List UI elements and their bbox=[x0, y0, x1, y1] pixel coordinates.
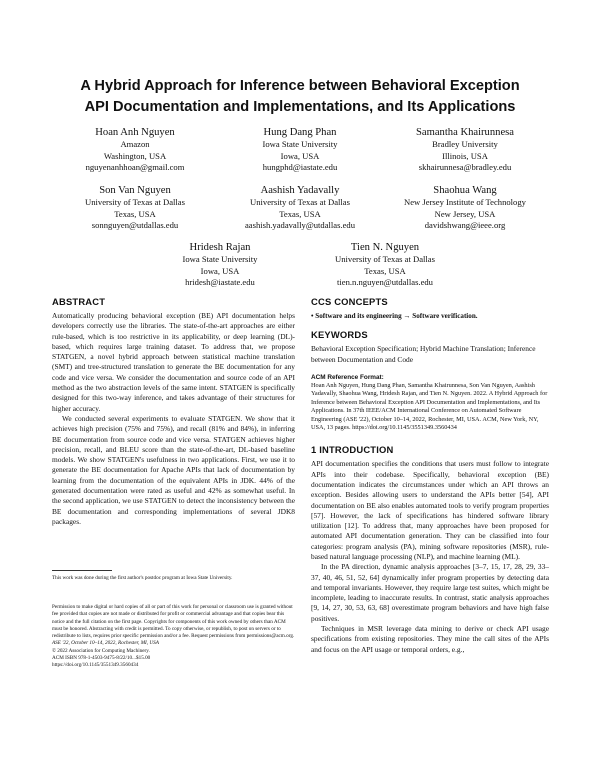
author-block bbox=[305, 241, 465, 289]
abstract-paragraph: We conducted several experiments to evaluate STATGEN. We show that it achieves high precision (75% and 75%), and recall (81% and 84%), in inferring BE documentation from source code and vice versa. STATGEN achieves higher precision, recall, and BLEU score than the state-of-the-art, DL-based baseline models. We show STATGEN's usefulness in two applications. First, we use it to generate the BE documentation for Apache APIs that lack of documentation by learning from the documentation of the equivalent APIs in JDK. 44% of the generated documentation were rated as useful and 42% as somewhat useful. In the second application, we use STATGEN to detect the inconsistency between the BE documentation and corresponding implementations of several JDK8 packages. bbox=[52, 413, 295, 526]
author-block bbox=[60, 126, 210, 174]
ref-format-heading: ACM Reference Format: bbox=[311, 373, 384, 381]
venue: ASE '22, October 10–14, 2022, Rochester, MI, USA bbox=[52, 640, 159, 647]
author-location: Texas, USA bbox=[364, 265, 406, 276]
author-name: Hridesh Rajan bbox=[189, 242, 251, 253]
author-affiliation: Iowa State University bbox=[262, 139, 338, 149]
author-affiliation: University of Texas at Dallas bbox=[250, 197, 350, 207]
ref-format-text: Hoan Anh Nguyen, Hung Dang Phan, Samantha Khairunnesa, Son Van Nguyen, Aashish Yadavally, Shaohua Wang, Hridesh Rajan, and Tien N. Nguyen. 2022. A Hybrid Approach for Inference between Behavioral Exception API Documentation and Implementations, and Its Applications. In 37th IEEE/ACM International Conference on Automated Software Engineering (ASE '22), October 10–14, 2022, Rochester, MI, USA. ACM, New York, NY, USA, 13 pages. https://doi.org/10.1145/3551349.3560434 bbox=[311, 381, 548, 431]
footnote: This work was done during the first author's postdoc program at Iowa State University. bbox=[52, 575, 233, 581]
author-block bbox=[145, 241, 295, 289]
abstract-heading: ABSTRACT bbox=[52, 296, 106, 307]
author-name: Tien N. Nguyen bbox=[350, 242, 420, 253]
author-block bbox=[385, 184, 545, 232]
ccs-text: • Software and its engineering → Software verification. bbox=[311, 312, 478, 320]
author-name: Son Van Nguyen bbox=[99, 185, 171, 196]
doi: https://doi.org/10.1145/3551349.3560434 bbox=[52, 662, 139, 669]
author-block bbox=[225, 126, 375, 174]
author-email: tien.n.nguyen@utdallas.edu bbox=[337, 277, 433, 288]
author-location: Iowa, USA bbox=[200, 265, 240, 276]
author-email: hridesh@iastate.edu bbox=[185, 277, 255, 288]
author-email: skhairunnesa@bradley.edu bbox=[418, 162, 512, 173]
author-location: Texas, USA bbox=[279, 208, 321, 219]
author-email: davidshwang@ieee.org bbox=[424, 220, 506, 231]
title-line-1: A Hybrid Approach for Inference between Behavioral Exception bbox=[80, 78, 520, 94]
author-affiliation: University of Texas at Dallas bbox=[335, 254, 435, 264]
author-email: hungphd@iastate.edu bbox=[262, 162, 338, 173]
author-affiliation: Bradley University bbox=[432, 139, 498, 149]
right-column bbox=[311, 296, 549, 655]
isbn: ACM ISBN 978-1-4503-9475-8/22/10...$15.00 bbox=[52, 655, 151, 662]
keywords-text: Behavioral Exception Specification; Hybrid Machine Translation; Inference between Documentation and Code bbox=[311, 344, 536, 364]
author-location: Texas, USA bbox=[114, 208, 156, 219]
author-block bbox=[55, 184, 215, 232]
author-email: aashish.yadavally@utdallas.edu bbox=[244, 220, 356, 231]
author-location: Iowa, USA bbox=[280, 150, 320, 161]
intro-paragraph: API documentation specifies the conditions that users must follow to integrate APIs into their codebase. Specifically, behavioral exception (BE) documentation indicates the circumstances under which an API throws an exception. Besides allowing users to understand the APIs better [54], API documentation on BE also enables automated tools to verify program properties [57]. However, the lack of specifications has hindered software library utilization [12]. To address that, many approaches have been proposed for automated API documentation generation. They can be classified into four categories: program analysis (PA), mining software repositories (MSR), rule-based natural language processing (NLP), and machine learning (ML). bbox=[311, 459, 549, 561]
paper-title bbox=[0, 76, 600, 118]
author-affiliation: University of Texas at Dallas bbox=[85, 197, 185, 207]
author-location: Illinois, USA bbox=[442, 150, 488, 161]
footnote-rule bbox=[52, 570, 112, 571]
author-email: nguyenanhhoan@gmail.com bbox=[85, 162, 185, 173]
copyright: © 2022 Association for Computing Machinery. bbox=[52, 647, 150, 654]
author-affiliation: Iowa State University bbox=[182, 254, 258, 264]
author-name: Hung Dang Phan bbox=[263, 127, 337, 138]
author-email: sonnguyen@utdallas.edu bbox=[91, 220, 179, 231]
author-block bbox=[390, 126, 540, 174]
author-name: Hoan Anh Nguyen bbox=[95, 127, 175, 138]
abstract-paragraph: Automatically producing behavioral exception (BE) API documentation helps developers correctly use the libraries. The state-of-the-art approaches are either rule-based, which is too restrictive in its applicability, or deep learning (DL)-based, which requires large training dataset. To address that, we propose STATGEN, a novel hybrid approach between statistical machine translation (SMT) and tree-structured translation to generate the BE documentation for any code and vice versa. We consider the documentation and source code of an API method as the two abstraction levels of the same intent. STATGEN is specifically designed for this two-way inference, and takes advantage of their structures for higher accuracy. bbox=[52, 311, 295, 413]
author-location: New Jersey, USA bbox=[434, 208, 496, 219]
author-name: Shaohua Wang bbox=[433, 185, 497, 196]
intro-paragraph: In the PA direction, dynamic analysis approaches [3–7, 15, 17, 28, 29, 33–37, 40, 46, 51, 52, 64] dynamically infer program properties by detecting data and temporal invariants. However, they require large test suites, which might be incomplete, leading to inaccurate results. In contrast, static analysis approaches [9, 14, 27, 30, 53, 63, 68] overestimate program behaviors and have high false positives. bbox=[311, 562, 549, 623]
left-column bbox=[52, 296, 295, 527]
ccs-heading: CCS CONCEPTS bbox=[311, 296, 388, 307]
intro-paragraph: Techniques in MSR leverage data mining to derive or check API usage specifications from existing repositories. They mine the call sites of the APIs and focus on the API usage or temporal orders, e.g., bbox=[311, 624, 549, 654]
title-line-2: API Documentation and Implementations, and Its Applications bbox=[84, 99, 516, 115]
author-block bbox=[220, 184, 380, 232]
keywords-heading: KEYWORDS bbox=[311, 329, 368, 341]
author-location: Washington, USA bbox=[103, 150, 167, 161]
permission-block bbox=[52, 604, 295, 670]
author-name: Aashish Yadavally bbox=[260, 185, 340, 196]
author-affiliation: Amazon bbox=[120, 139, 150, 149]
author-affiliation: New Jersey Institute of Technology bbox=[404, 197, 526, 207]
author-name: Samantha Khairunnesa bbox=[416, 127, 514, 138]
permission-notice: Permission to make digital or hard copies of all or part of this work for personal or classroom use is granted without fee provided that copies are not made or distributed for profit or commercial advantage and that copies bear this notice and the full citation on the first page. Copyrights for components of this work owned by others than ACM must be honored. Abstracting with credit is permitted. To copy otherwise, or republish, to post on servers or to redistribute to lists, requires prior specific permission and/or a fee. Request permissions from permissions@acm.org. bbox=[52, 604, 295, 640]
intro-heading: 1 INTRODUCTION bbox=[311, 444, 394, 456]
